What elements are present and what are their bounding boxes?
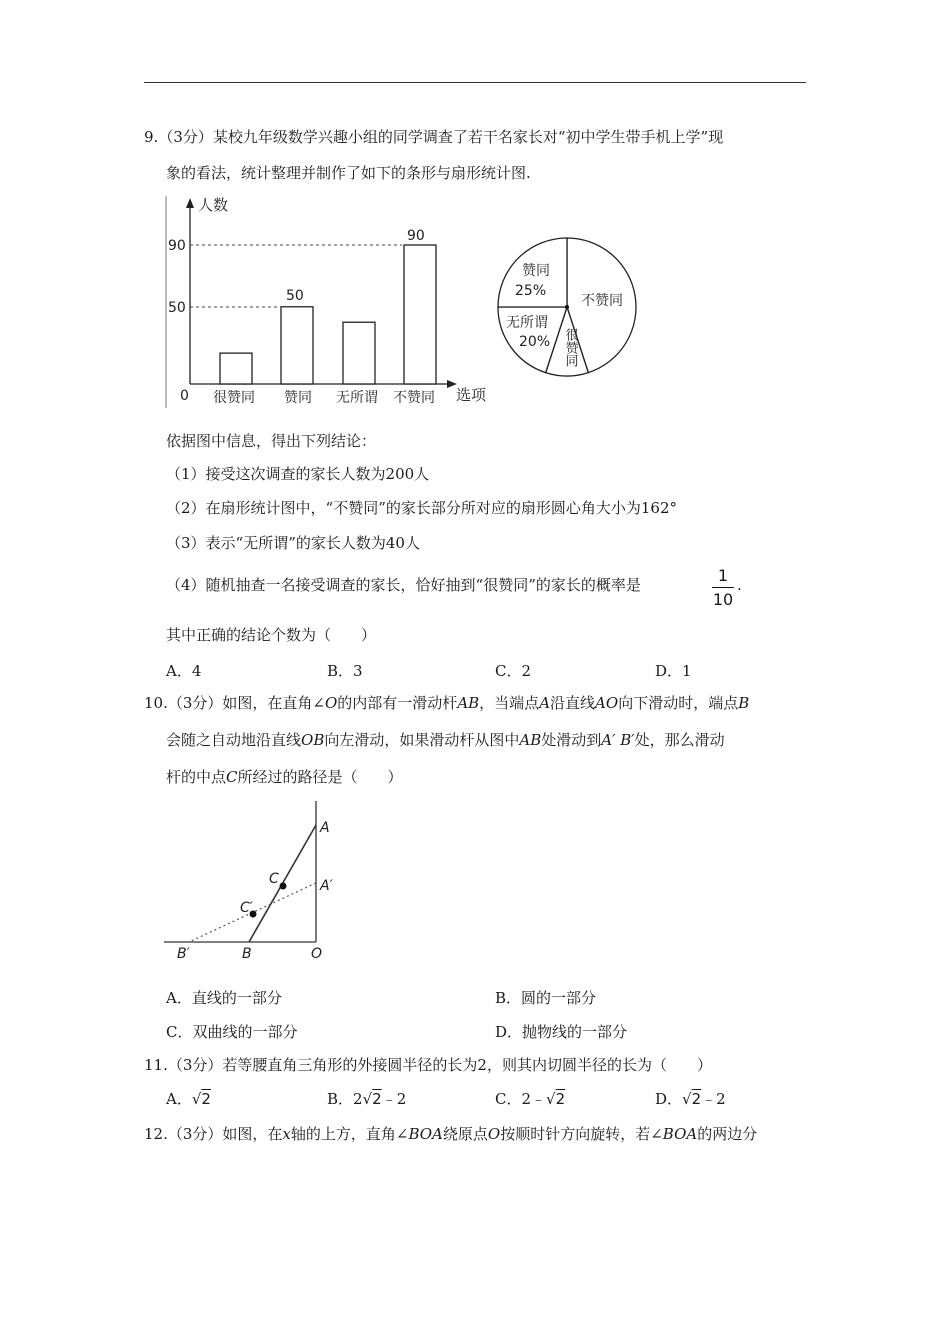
q9-period: . [737,576,742,594]
q11-option-c[interactable] [495,1088,565,1109]
x-tick-label-buzanton: 不赞同 [393,390,435,406]
fraction-numerator: 1 [717,566,729,585]
q9-option-d[interactable]: D．1 [655,662,692,680]
var-b: B [738,694,750,712]
q9-statement-4: （4）随机抽查一名接受调查的家长，恰好抽到“很赞同”的家长的概率是 [166,576,641,594]
var-o: O [487,1125,501,1143]
y-tick-label-50: 50 [168,300,186,316]
q10-text: 向下滑动时，端点 [618,694,739,712]
radicand: 2 [691,1090,702,1108]
var-ab: AB [519,731,542,749]
q9-option-b[interactable]: B．3 [327,662,363,680]
bar-label-buzanton: 90 [407,228,425,244]
q12-text: 轴的上方，直角∠ [290,1125,409,1143]
pie-label-wusuowei: 无所谓 [506,315,548,331]
q10-option-a[interactable]: A．直线的一部分 [166,989,282,1007]
sqrt-icon: √ [191,1090,202,1108]
q11-text: （3分）若等腰直角三角形的外接圆半径的长为2，则其内切圆半径的长为（ ） [167,1056,712,1074]
bar-0 [220,353,252,384]
q9-intro: 依据图中信息，得出下列结论： [166,432,377,450]
point-c [280,883,287,890]
pie-percent-wusuowei: 20% [519,334,551,350]
q10-text: 处，那么滑动 [634,731,725,749]
sqrt-icon: √ [682,1090,692,1108]
label-c2: C′ [240,900,253,916]
sqrt-icon: √ [362,1090,373,1108]
var-o: O [324,694,338,712]
q12-text: 按顺时针方向旋转，若∠ [500,1125,663,1143]
var-a: A [539,694,551,712]
q9-text-line2: 象的看法，统计整理并制作了如下的条形与扇形统计图. [166,164,531,182]
sliding-rod-figure [160,795,350,965]
q10-text: （3分）如图，在直角∠ [167,694,325,712]
q10-text: 沿直线 [550,694,596,712]
term: 2﹣ [521,1090,547,1108]
option-label: C． [495,1090,522,1108]
y-tick-label-90: 90 [168,238,186,254]
pie-label-buzanton: 不赞同 [581,293,623,309]
var-boa: BOA [408,1125,443,1143]
q9-statement-2: （2）在扇形统计图中，“不赞同”的家长部分所对应的扇形圆心角大小为162° [166,499,678,517]
bar-1 [281,307,313,384]
label-b: B [242,946,252,962]
q10-option-c[interactable]: C．双曲线的一部分 [166,1023,298,1041]
var-ao: AO [595,694,619,712]
pie-center [565,305,569,309]
q10-text: 的内部有一滑动杆 [337,694,458,712]
q12-line [144,1124,757,1144]
q9-text-line1: （3分）某校九年级数学兴趣小组的同学调查了若干名家长对“初中学生带手机上学”现 [158,128,724,146]
radicand: 2 [555,1090,566,1108]
sqrt-icon: √ [546,1090,556,1108]
q9-number: 9. [144,128,159,146]
y-axis-label: 人数 [198,196,229,214]
q11-line [144,1055,712,1075]
q12-text: 的两边分 [697,1125,758,1143]
q11-option-a[interactable] [166,1088,211,1109]
option-label: B． [327,1090,354,1108]
radicand: 2 [201,1090,211,1108]
x-tick-label-wusuowei: 无所谓 [336,390,378,406]
term: ﹣2 [701,1090,726,1108]
label-o: O [311,946,323,962]
fraction-denominator: 10 [712,590,734,609]
q9-option-a[interactable]: A．4 [166,662,202,680]
coefficient: 2 [353,1090,363,1108]
q10-text: ，当端点 [479,694,540,712]
label-c: C [269,871,279,887]
q11-option-d[interactable] [655,1088,726,1109]
q11-number: 11. [144,1056,168,1074]
bar-chart [160,190,500,412]
bar-3 [404,245,436,384]
var-c: C [226,768,238,786]
q10-text: 向左滑动，如果滑动杆从图中 [324,731,520,749]
q9-line1 [144,127,723,147]
q10-line3 [166,767,403,787]
q10-text: 所经过的路径是（ ） [237,768,403,786]
pie-label-zanton: 赞同 [522,263,550,279]
q9-statement-3: （3）表示“无所谓”的家长人数为40人 [166,534,420,552]
q9-statement-1: （1）接受这次调查的家长人数为200人 [166,465,430,483]
x-tick-label-zanton: 赞同 [284,390,312,406]
q11-option-b[interactable] [327,1088,406,1109]
bar-2 [343,322,375,384]
q10-option-d[interactable]: D．抛物线的一部分 [495,1023,628,1041]
q10-number: 10. [144,694,168,712]
q9-prompt: 其中正确的结论个数为（ ） [166,626,377,644]
probability-fraction [712,566,734,609]
label-a2: A′ [320,878,333,894]
header-rule [144,82,806,83]
pie-label-hen-zanton: 很赞同 [562,328,578,367]
option-label: D． [655,1090,683,1108]
bar-label-zanton: 50 [286,288,304,304]
q12-text: （3分）如图，在 [167,1125,283,1143]
option-label: A． [166,1090,192,1108]
var-x: x [282,1125,291,1143]
pie-chart [495,235,640,380]
q10-line1 [144,693,749,713]
q10-text: 处滑动到 [541,731,602,749]
q10-text: 杆的中点 [166,768,227,786]
q10-text: 会随之自动地沿直线 [166,731,302,749]
q12-text: 绕原点 [442,1125,488,1143]
x-tick-label-hen-zanton: 很赞同 [213,390,255,406]
term: ﹣2 [381,1090,407,1108]
y-axis-arrow [186,198,194,208]
y-tick-label-0: 0 [180,388,189,404]
q10-option-b[interactable]: B．圆的一部分 [495,989,597,1007]
var-boa: BOA [662,1125,698,1143]
label-b2: B′ [177,946,190,962]
var-a2b2: A′ B′ [601,731,635,749]
q10-line2 [166,730,725,750]
var-ob: OB [301,731,325,749]
q12-number: 12. [144,1125,168,1143]
label-a: A [320,820,330,836]
var-ab: AB [457,694,480,712]
radicand: 2 [372,1090,382,1108]
x-axis-label: 选项 [456,386,487,404]
pie-percent-zanton: 25% [515,283,547,299]
q9-option-c[interactable]: C．2 [495,662,532,680]
